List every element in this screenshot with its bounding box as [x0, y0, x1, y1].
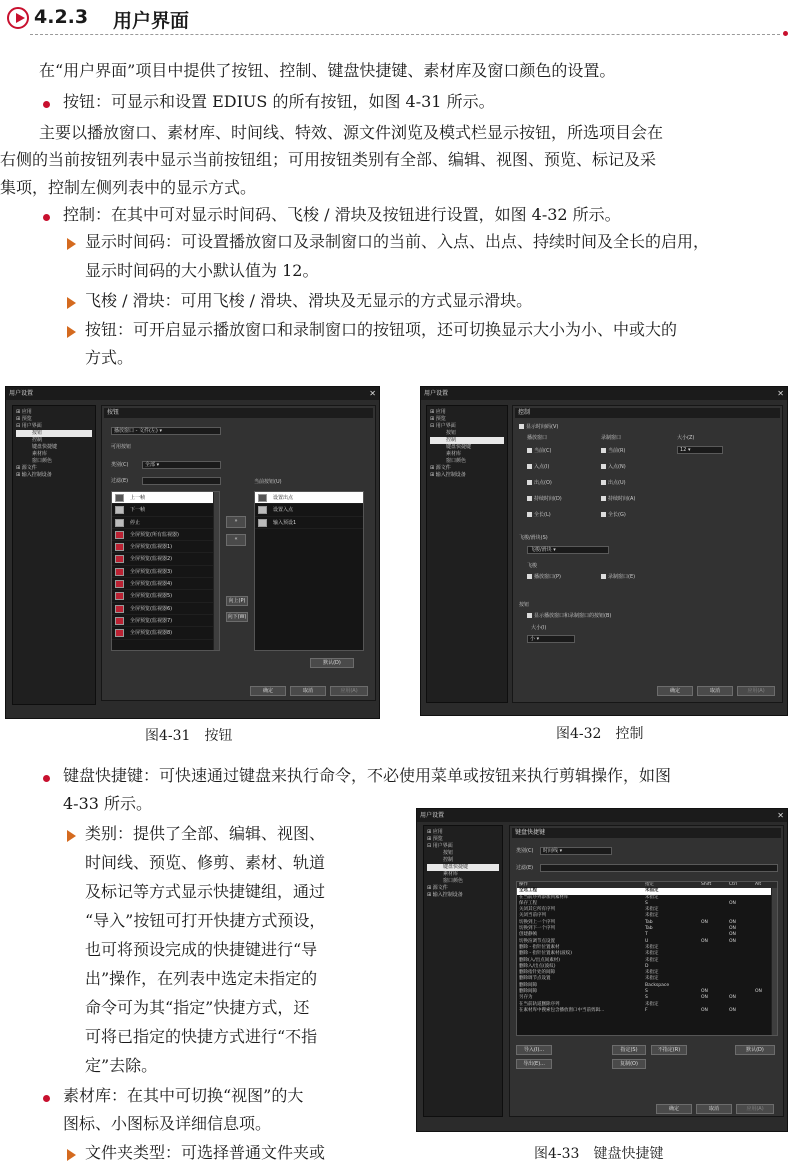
shortcut-cell: 未指定	[645, 957, 659, 963]
assign-button[interactable]: 指定(S)	[612, 1045, 646, 1055]
tree-item[interactable]: ⊞ 输入控制设备	[16, 472, 52, 478]
shortcut-cell: S	[645, 995, 648, 1001]
tree-item[interactable]: 素材库	[443, 871, 459, 877]
filter-label: 过滤(E)	[111, 478, 129, 484]
category-desc-line: “导入”按钮可打开快捷方式预设，	[85, 911, 326, 930]
list-item[interactable]: 停止	[112, 517, 219, 529]
tree-item[interactable]: ⊞ 源文件	[430, 465, 451, 471]
shortcut-cell: 切换到上一个序列	[519, 919, 555, 925]
import-button[interactable]: 导入(I)...	[516, 1045, 552, 1055]
tree-item-selected[interactable]: 键盘快捷键	[427, 864, 499, 871]
show-timecode-checkbox[interactable]: 显示时间码(V)	[519, 423, 558, 431]
list-item[interactable]: 设置入点	[255, 504, 363, 516]
bullet-icon	[43, 101, 50, 108]
ok-button[interactable]: 确定	[657, 686, 693, 696]
sub-arrow-icon	[67, 238, 76, 250]
control-sub-line: 方式。	[85, 348, 134, 367]
bullet-icon	[43, 775, 50, 782]
category-desc-line: 类别：提供了全部、编辑、视图、	[85, 824, 326, 843]
shortcut-cell: ON	[729, 932, 736, 938]
shortcut-cell: 创建静帧	[519, 932, 537, 938]
ok-button[interactable]: 确定	[250, 686, 286, 696]
unassign-button[interactable]: 不指定(R)	[651, 1045, 687, 1055]
shortcut-cell: Tab	[645, 926, 653, 932]
category-desc-line: 出”操作，在列表中选定未指定的	[85, 969, 318, 988]
shortcut-cell: 删除 - 指针位置素材(波纹)	[519, 951, 572, 957]
cancel-button[interactable]: 取消	[696, 1104, 732, 1114]
play-duration-checkbox[interactable]: 持续时间(D)	[527, 495, 562, 503]
current-buttons-label: 当前按钮(U)	[254, 479, 282, 485]
list-item[interactable]: 设置出点	[255, 492, 363, 504]
move-up-button[interactable]: 向上(P)	[226, 596, 248, 606]
copy-button[interactable]: 复制(O)	[612, 1059, 646, 1069]
rec-in-checkbox[interactable]: 入点(N)	[601, 463, 626, 471]
list-item[interactable]: 下一帧	[112, 504, 219, 516]
sub-arrow-icon	[67, 830, 76, 842]
shortcut-cell: 关闭当前序列	[519, 913, 546, 919]
shortcut-cell: ON	[701, 938, 708, 944]
tree-item[interactable]: 窗口颜色	[32, 458, 53, 464]
shortcut-cell: 关闭其它所有序列	[519, 907, 555, 913]
rec-total-checkbox[interactable]: 全长(G)	[601, 511, 626, 519]
buttons-para-line: 集项，控制左侧列表中的显示方式。	[0, 178, 257, 197]
figure-4-33-dialog	[416, 808, 788, 1132]
shuttle-sub-label: 飞梭	[527, 563, 538, 569]
category-desc-line: 也可将预设完成的快捷键进行“导	[85, 940, 318, 959]
tree-item[interactable]: 窗口颜色	[443, 878, 464, 884]
shortcut-cell: ON	[729, 1007, 736, 1013]
available-button-list[interactable]	[111, 491, 220, 651]
tree-item[interactable]: ⊟ 用户界面	[427, 843, 453, 849]
shortcut-cell: F	[645, 1007, 648, 1013]
shortcut-cell: ON	[701, 995, 708, 1001]
tree-item[interactable]: 按钮	[443, 850, 454, 856]
shortcut-cell: U	[645, 938, 649, 944]
tree-item[interactable]: ⊞ 预览	[16, 416, 32, 422]
cancel-button[interactable]: 取消	[290, 686, 326, 696]
shortcut-cell: 未指定	[645, 894, 659, 900]
shortcut-cell: 未指定	[645, 907, 659, 913]
category-combo[interactable]: 时间线 ▾	[540, 847, 612, 855]
close-icon[interactable]: ✕	[369, 389, 376, 398]
list-item[interactable]: 全屏预览(监视器8)	[112, 627, 219, 639]
list-item[interactable]: 全屏预览(监视器1)	[112, 541, 219, 553]
tree-item[interactable]: ⊟ 用户界面	[430, 423, 456, 429]
size-combo[interactable]: 12 ▾	[677, 446, 723, 454]
tree-item[interactable]: ⊞ 输入控制设备	[427, 892, 463, 898]
tree-item[interactable]: ⊞ 预览	[427, 836, 443, 842]
shortcut-cell: ON	[729, 938, 736, 944]
figure-4-31-dialog	[5, 386, 380, 719]
shortcut-cell: 未指定	[645, 913, 659, 919]
tree-item[interactable]: ⊞ 源文件	[16, 465, 37, 471]
sub-arrow-icon	[67, 326, 76, 338]
button-group-label: 按钮	[519, 602, 530, 608]
list-item[interactable]: 全屏预览(监视器3)	[112, 566, 219, 578]
source-combo[interactable]: 播放窗口 - 文件(左) ▾	[111, 427, 221, 435]
sub-arrow-icon	[67, 1149, 76, 1161]
figure-4-32-dialog	[420, 386, 788, 716]
control-sub-line: 按钮：可开启显示播放窗口和录制窗口的按钮项，还可切换显示大小为小、中或大的	[85, 320, 678, 339]
list-item[interactable]: 输入预设1	[255, 517, 363, 529]
shortcut-cell: ON	[729, 926, 736, 932]
shortcut-cell: 未指定	[645, 976, 659, 982]
control-sub-line: 显示时间码的大小默认值为 12。	[85, 261, 319, 280]
size-label: 大小(Z)	[677, 435, 695, 441]
control-sub-line: 显示时间码：可设置播放窗口及录制窗口的当前、入点、出点、持续时间及全长的启用，	[85, 232, 710, 251]
filter-label: 过滤(E)	[516, 865, 534, 871]
play-total-checkbox[interactable]: 全长(L)	[527, 511, 551, 519]
cancel-button[interactable]: 取消	[697, 686, 733, 696]
figure-4-32-caption: 图4-32 控制	[556, 726, 644, 742]
section-title: 用户界面	[113, 10, 190, 32]
shortcut-cell: ON	[729, 900, 736, 906]
tree-item[interactable]: ⊞ 源文件	[427, 885, 448, 891]
shortcut-cell: 删除 - 指针位置素材	[519, 944, 560, 950]
list-item[interactable]: 全屏预览(监视器6)	[112, 603, 219, 615]
category-desc-line: 时间线、预览、修剪、素材、轨道	[85, 853, 326, 872]
play-in-checkbox[interactable]: 入点(I)	[527, 463, 549, 471]
category-label: 类别(C)	[516, 848, 534, 854]
play-current-checkbox[interactable]: 当前(C)	[527, 447, 551, 455]
close-icon[interactable]: ✕	[777, 389, 784, 398]
remove-button[interactable]: «	[226, 534, 246, 546]
shortcut-cell: 未指定	[645, 1001, 659, 1007]
panel-header: 控制	[515, 408, 780, 418]
shortcut-cell: 保存工程	[519, 900, 537, 906]
tree-item[interactable]: ⊞ 输入控制设备	[430, 472, 466, 478]
section-play-icon	[7, 7, 29, 29]
shortcut-cell: D	[645, 963, 649, 969]
shuttle-combo[interactable]: 飞梭/滑块 ▾	[527, 546, 609, 554]
available-label: 可用按钮	[111, 444, 132, 450]
settings-tree	[423, 825, 503, 1117]
shortcut-cell: 删除(入/出点间素材)	[519, 957, 561, 963]
dialog-title: 用户设置	[417, 809, 787, 822]
sub-arrow-icon	[67, 297, 76, 309]
shortcut-cell: 切换渲调节点设置	[519, 938, 555, 944]
shortcut-row[interactable]	[517, 1008, 777, 1014]
rec-out-checkbox[interactable]: 出点(U)	[601, 479, 626, 487]
tree-item[interactable]: ⊞ 应用	[16, 409, 32, 415]
category-label: 类别(C)	[111, 462, 129, 468]
shortcut-cell: 未指定	[645, 970, 659, 976]
shortcut-cell: 删除间隙	[519, 989, 537, 995]
shortcut-cell: 未指定	[645, 888, 659, 894]
shortcut-cell: 全选工程	[519, 888, 537, 894]
shortcut-cell: 删除间隙	[519, 982, 537, 988]
buttons-para-line: 右侧的当前按钮列表中显示当前按钮组；可用按钮类别有全部、编辑、视图、预览、标记及采	[0, 150, 657, 169]
apply-button[interactable]: 应用(A)	[330, 686, 368, 696]
tree-item[interactable]: ⊞ 应用	[430, 409, 446, 415]
rec-duration-checkbox[interactable]: 持续时间(A)	[601, 495, 635, 503]
folder-item: 文件夹类型：可选择普通文件夹或	[85, 1143, 326, 1162]
shortcut-cell: ON	[729, 919, 736, 925]
list-scrollbar[interactable]	[213, 492, 219, 651]
shortcut-cell: 在当前轨道删除序列	[519, 1001, 560, 1007]
buttons-item: 按钮：可显示和设置 EDIUS 的所有按钮，如图 4-31 所示。	[63, 92, 495, 111]
shortcut-cell: Tab	[645, 919, 653, 925]
category-desc-line: 定”去除。	[85, 1056, 158, 1075]
ok-button[interactable]: 确定	[656, 1104, 692, 1114]
shuttle-group-label: 飞梭/滑块(S)	[519, 535, 548, 541]
figure-4-31-caption: 图4-31 按钮	[145, 728, 233, 744]
category-desc-line: 及标记等方式显示快捷键组，通过	[85, 882, 326, 901]
shortcut-cell: ON	[729, 995, 736, 1001]
button-size-label: 大小(I)	[531, 625, 547, 631]
settings-tree	[426, 405, 508, 703]
tree-item[interactable]: 素材库	[32, 451, 48, 457]
shortcut-cell: ON	[701, 1007, 708, 1013]
shortcut-cell: S	[645, 900, 648, 906]
shortcut-cell: 删除入/出点(波纹)	[519, 963, 556, 969]
intro-paragraph: 在“用户界面”项目中提供了按钮、控制、键盘快捷键、素材库及窗口颜色的设置。	[39, 61, 616, 80]
apply-button[interactable]: 应用(A)	[736, 1104, 774, 1114]
shuttle-rec-checkbox[interactable]: 录制窗口(E)	[601, 573, 635, 581]
list-item[interactable]: 上一帧	[112, 492, 219, 504]
play-window-label: 播放窗口	[527, 435, 548, 441]
shortcut-cell: 未指定	[645, 951, 659, 957]
section-end-dot	[783, 31, 788, 36]
default-button[interactable]: 默认(D)	[735, 1045, 775, 1055]
shortcut-cell: ON	[701, 919, 708, 925]
bin-item-line: 图标、小图标及详细信息项。	[63, 1114, 272, 1133]
buttons-para-line: 主要以播放窗口、素材库、时间线、特效、源文件浏览及模式栏显示按钮，所选项目会在	[39, 123, 664, 142]
tree-item[interactable]: ⊟ 用户界面	[16, 423, 42, 429]
tree-item-selected[interactable]: 按钮	[16, 430, 92, 437]
bullet-icon	[43, 214, 50, 221]
add-button[interactable]: »	[226, 516, 246, 528]
list-item[interactable]: 全屏预览(监视器7)	[112, 615, 219, 627]
category-combo[interactable]: 全部 ▾	[142, 461, 221, 469]
button-size-combo[interactable]: 小 ▾	[527, 635, 575, 643]
shortcut-cell: 在素材库中搜索包含播放窗口中当前剪辑...	[519, 1007, 605, 1013]
tree-item-selected[interactable]: 控制	[430, 437, 504, 444]
play-out-checkbox[interactable]: 出点(O)	[527, 479, 552, 487]
control-sub-line: 飞梭 / 滑块：可用飞梭 / 滑块、滑块及无显示的方式显示滑块。	[85, 291, 533, 310]
shortcut-list-header: 操作 指定 Shift Ctrl Alt	[517, 882, 777, 888]
list-item[interactable]: 全屏预览(所有监视器)	[112, 529, 219, 541]
shortcut-cell: ON	[701, 989, 708, 995]
list-scrollbar[interactable]	[771, 888, 777, 1036]
default-button[interactable]: 默认(D)	[310, 658, 354, 668]
panel-header: 按钮	[104, 408, 373, 418]
control-panel	[512, 405, 783, 703]
current-button-list[interactable]	[254, 491, 364, 651]
bullet-icon	[43, 1095, 50, 1102]
filter-input[interactable]	[142, 477, 221, 485]
tree-item[interactable]: ⊞ 预览	[430, 416, 446, 422]
keyboard-item-line: 4-33 所示。	[63, 794, 153, 813]
tree-item[interactable]: 控制	[443, 857, 454, 863]
shortcut-list[interactable]	[516, 881, 778, 1036]
shortcut-cell: ON	[755, 989, 762, 995]
panel-header: 键盘快捷键	[512, 828, 781, 838]
export-button[interactable]: 导出(E)...	[516, 1059, 552, 1069]
rec-current-checkbox[interactable]: 当前(R)	[601, 447, 625, 455]
keyboard-panel	[509, 825, 784, 1117]
tree-item[interactable]: 键盘快捷键	[32, 444, 58, 450]
shortcut-cell: 删除指针处的间隙	[519, 970, 555, 976]
figure-4-33-caption: 图4-33 键盘快捷键	[534, 1146, 664, 1162]
tree-item[interactable]: 素材库	[446, 451, 462, 457]
tree-item[interactable]: 按钮	[446, 430, 457, 436]
shortcut-cell: Backspace	[645, 982, 670, 988]
control-item: 控制：在其中可对显示时间码、飞梭 / 滑块及按钮进行设置，如图 4-32 所示。	[63, 205, 621, 224]
category-desc-line: 命令可为其“指定”快捷方式，还	[85, 998, 310, 1017]
record-window-label: 录制窗口	[601, 435, 622, 441]
close-icon[interactable]: ✕	[777, 811, 784, 820]
move-down-button[interactable]: 向下(W)	[227, 614, 247, 620]
keyboard-item-line: 键盘快捷键：可快速通过键盘来执行命令，不必使用菜单或按钮来执行剪辑操作，如图	[63, 766, 672, 785]
shortcut-cell: T	[645, 932, 648, 938]
section-number: 4.2.3	[34, 6, 89, 28]
buttons-panel	[101, 405, 376, 701]
dialog-title: 用户设置	[421, 387, 787, 400]
shortcut-cell: 未指定	[645, 944, 659, 950]
settings-tree	[12, 405, 96, 705]
section-divider	[30, 34, 780, 35]
filter-input[interactable]	[540, 864, 778, 872]
dialog-title: 用户设置	[6, 387, 379, 400]
bin-item-line: 素材库：在其中可切换“视图”的大	[63, 1086, 304, 1105]
shortcut-cell: S	[645, 989, 648, 995]
apply-button[interactable]: 应用(A)	[737, 686, 775, 696]
shortcut-cell: 另存为	[519, 995, 533, 1001]
tree-item[interactable]: ⊞ 应用	[427, 829, 443, 835]
category-desc-line: 可将已指定的快捷方式进行“不指	[85, 1027, 318, 1046]
list-item[interactable]: 全屏预览(监视器2)	[112, 553, 219, 565]
shuttle-play-checkbox[interactable]: 播放窗口(P)	[527, 573, 561, 581]
tree-item[interactable]: 窗口颜色	[446, 458, 467, 464]
shortcut-cell: 切换到下一个序列	[519, 926, 555, 932]
tree-item[interactable]: 键盘快捷键	[446, 444, 472, 450]
list-item[interactable]: 全屏预览(监视器4)	[112, 578, 219, 590]
show-buttons-checkbox[interactable]: 显示播放窗口和录制窗口的按钮(B)	[527, 612, 611, 620]
list-item[interactable]: 全屏预览(监视器5)	[112, 590, 219, 602]
shortcut-cell: 在当前序列添加到素材库	[519, 894, 569, 900]
tree-item[interactable]: 控制	[32, 437, 43, 443]
shortcut-cell: 删除调节点设置	[519, 976, 551, 982]
